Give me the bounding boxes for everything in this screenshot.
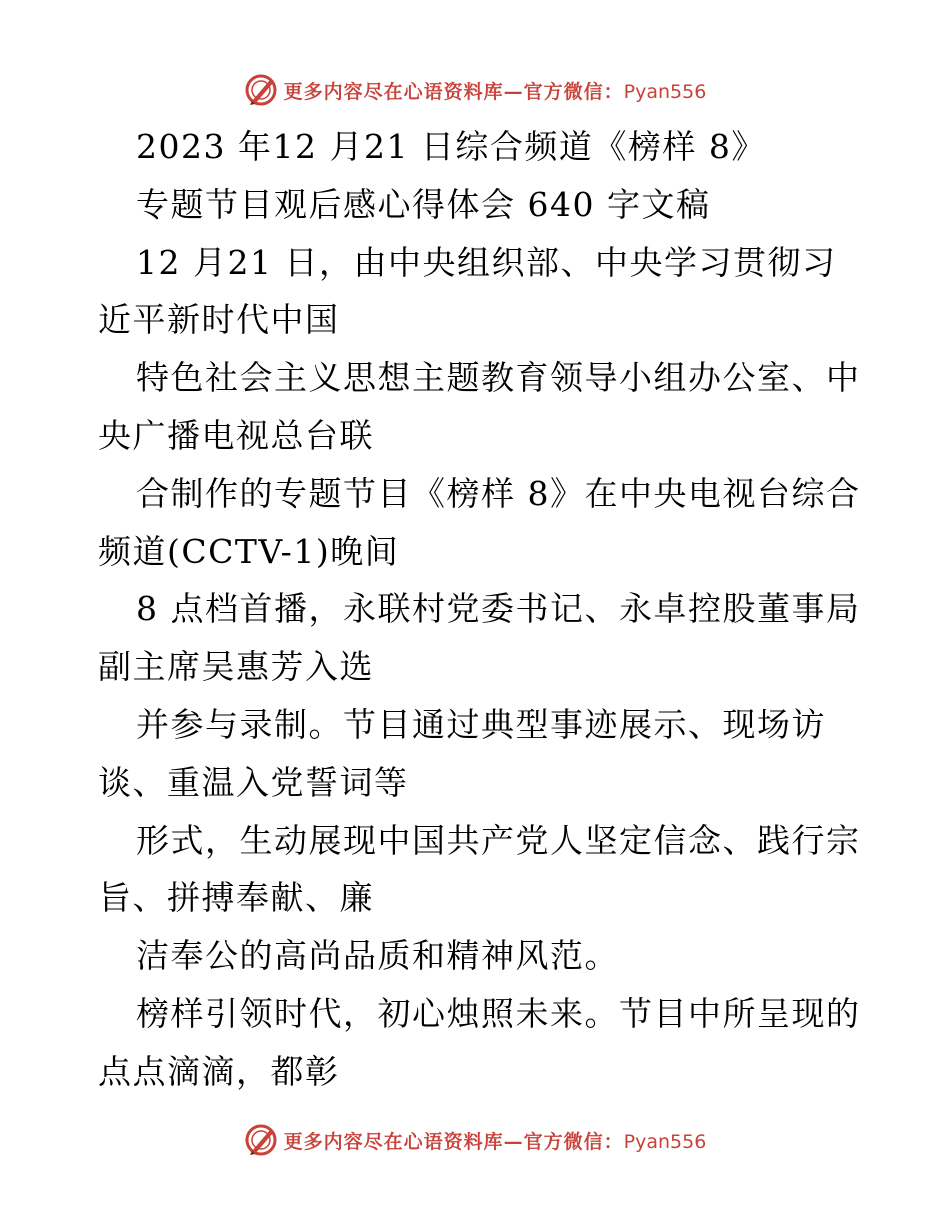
- text-line: 旨、拼搏奉献、廉: [98, 878, 374, 918]
- watermark-wechat-id: Pyan556: [623, 80, 707, 103]
- watermark-text: 更多内容尽在心语资料库—官方微信：Pyan556: [283, 80, 707, 103]
- text-line: 副主席吴惠芳入选: [98, 647, 374, 687]
- text-line: 2023 年12 月21 日综合频道《榜样 8》: [136, 127, 766, 166]
- text-line: 12 月21 日，由中央组织部、中央学习贯彻习: [136, 242, 837, 282]
- text-line: 专题节目观后感心得体会 640 字文稿: [136, 184, 711, 224]
- text-line: 8 点档首播，永联村党委书记、永卓控股董事局: [136, 589, 861, 629]
- text-line: 频道(CCTV-1)晚间: [98, 531, 400, 571]
- text-line: 央广播电视总台联: [98, 415, 374, 455]
- pen-logo-icon: [244, 1123, 278, 1157]
- text-line: 谈、重温入党誓词等: [98, 762, 409, 802]
- text-line: 榜样引领时代，初心烛照未来。节目中所呈现的: [136, 993, 861, 1033]
- text-line: 特色社会主义思想主题教育领导小组办公室、中: [136, 358, 861, 398]
- text-line: 近平新时代中国: [98, 300, 340, 340]
- text-line: 洁奉公的高尚品质和精神风范。: [136, 936, 619, 976]
- text-line: 形式，生动展现中国共产党人坚定信念、践行宗: [136, 820, 861, 860]
- watermark-wechat-id: Pyan556: [623, 1130, 707, 1153]
- text-line: 并参与录制。节目通过典型事迹展示、现场访: [136, 704, 826, 744]
- pen-logo-icon: [244, 73, 278, 107]
- text-line: 合制作的专题节目《榜样 8》在中央电视台综合: [136, 473, 861, 513]
- watermark-text: 更多内容尽在心语资料库—官方微信：Pyan556: [283, 1130, 707, 1153]
- text-line: 点点滴滴，都彰: [98, 1051, 340, 1091]
- document-body: [98, 118, 861, 1101]
- header-watermark: [0, 70, 950, 110]
- footer-watermark: [0, 1120, 950, 1160]
